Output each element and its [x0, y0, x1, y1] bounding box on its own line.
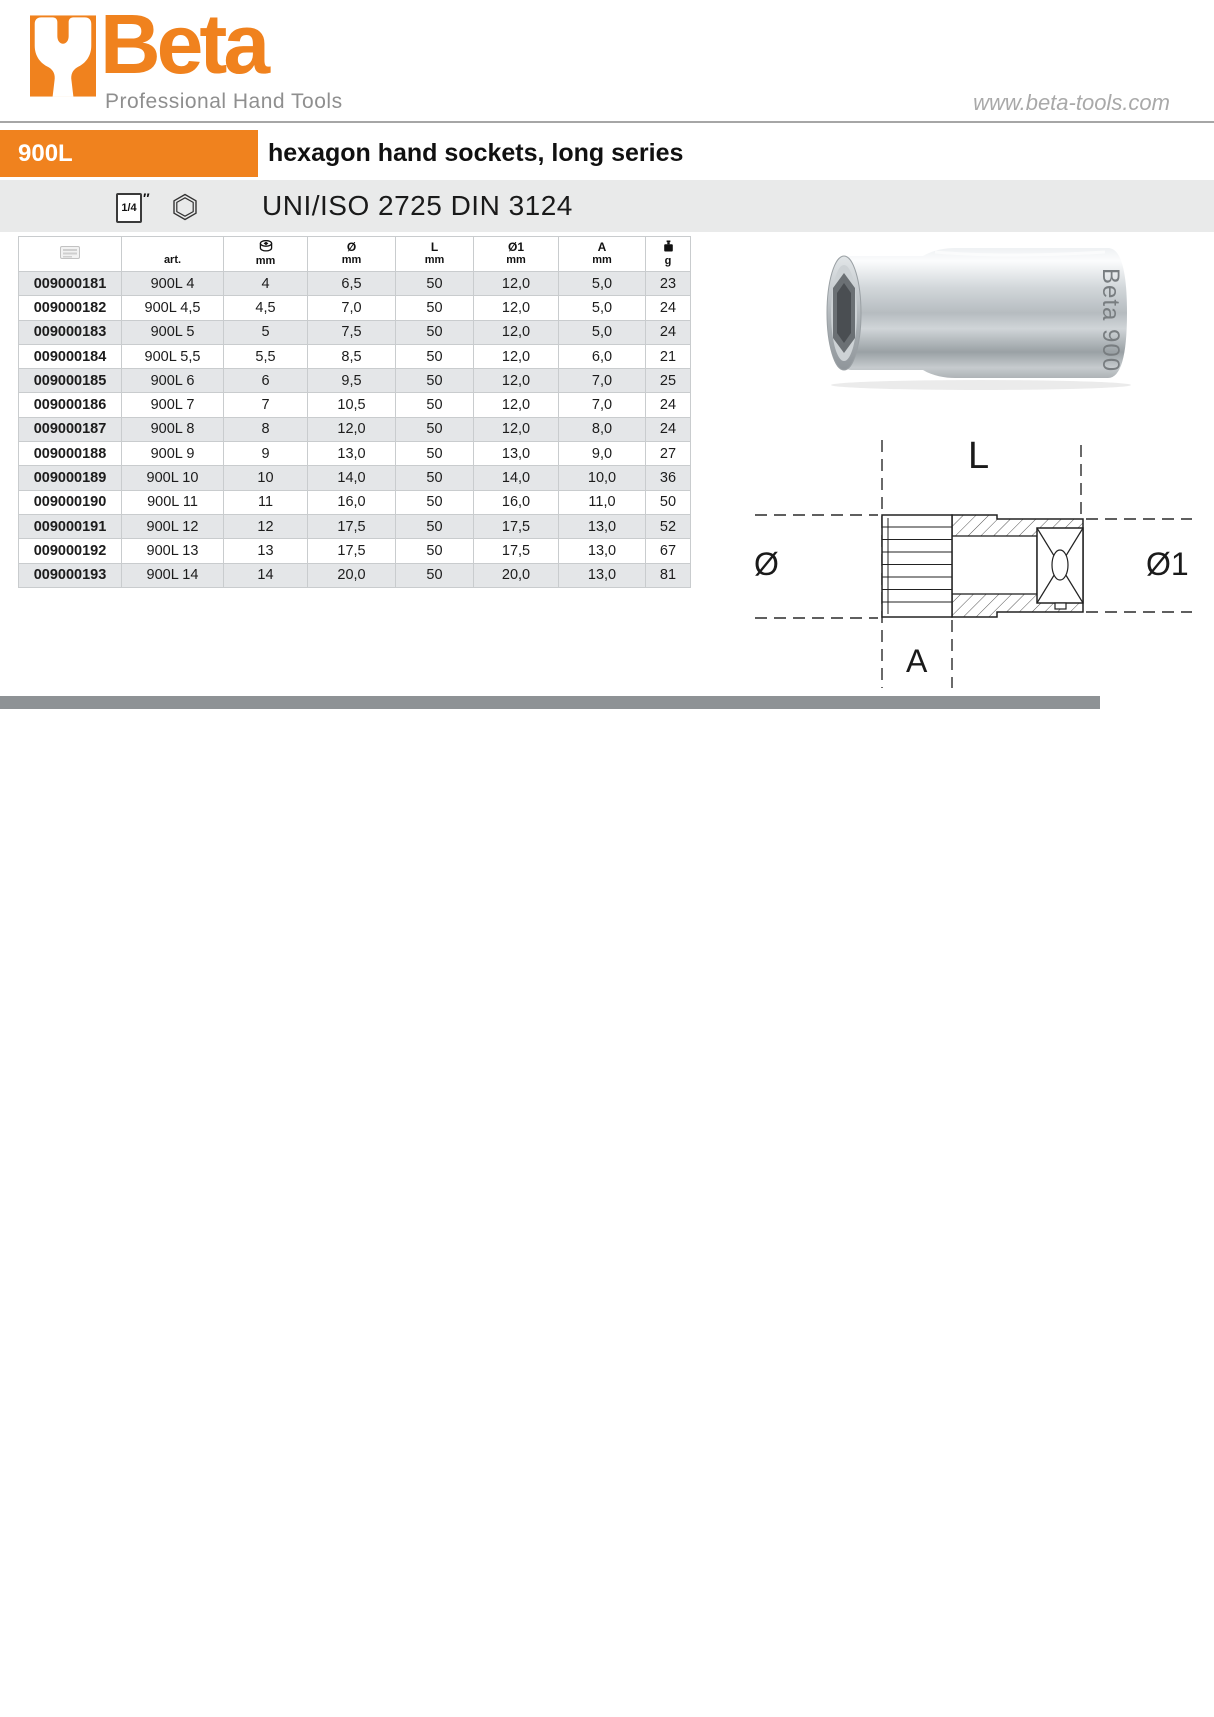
table-row: 009000192 900L 13 13 17,5 50 17,5 13,0 67 [19, 539, 691, 563]
dim-label-D1: Ø1 [1146, 546, 1189, 582]
column-diameter: Ø mm [308, 237, 396, 272]
dim-label-D: Ø [754, 546, 779, 582]
spec-table-header [19, 237, 691, 272]
drive-size-indicator [116, 190, 150, 223]
weight-icon [663, 240, 674, 252]
dim-label-A: A [906, 643, 928, 679]
column-hex-size: mm [224, 237, 308, 272]
spec-table [18, 236, 691, 588]
column-article: art. [122, 237, 224, 272]
inch-symbol: ″ [143, 190, 150, 206]
table-row: 009000185 900L 6 6 9,5 50 12,0 7,0 25 [19, 369, 691, 393]
square-drive [1037, 528, 1083, 609]
hexagon-socket-icon [172, 193, 198, 221]
table-body [19, 272, 691, 588]
socket-engraving: Beta 900 [1097, 268, 1124, 373]
table-row: 009000193 900L 14 14 20,0 50 20,0 13,0 81 [19, 563, 691, 587]
column-code [19, 237, 122, 272]
standard-reference: UNI/ISO 2725 DIN 3124 [262, 190, 573, 221]
website-link[interactable]: www.beta-tools.com [973, 90, 1170, 115]
header-divider [0, 121, 1214, 123]
column-depth-a: A mm [559, 237, 646, 272]
table-row: 009000189 900L 10 10 14,0 50 14,0 10,0 36 [19, 466, 691, 490]
product-title: hexagon hand sockets, long series [268, 139, 684, 167]
table-row: 009000184 900L 5,5 5,5 8,5 50 12,0 6,0 21 [19, 344, 691, 368]
socket-icon [259, 240, 273, 252]
product-code-band [0, 130, 258, 177]
brand-tagline: Professional Hand Tools [105, 90, 343, 113]
table-row: 009000190 900L 11 11 16,0 50 16,0 11,0 50 [19, 490, 691, 514]
table-row: 009000188 900L 9 9 13,0 50 13,0 9,0 27 [19, 442, 691, 466]
table-row: 009000187 900L 8 8 12,0 50 12,0 8,0 24 [19, 417, 691, 441]
table-row: 009000191 900L 12 12 17,5 50 17,5 13,0 52 [19, 514, 691, 538]
socket-product-photo [805, 242, 1135, 392]
barcode-icon [60, 246, 80, 259]
column-diameter1: Ø1 mm [474, 237, 559, 272]
quarter-inch-drive-icon: 1/4 [116, 193, 142, 223]
column-length: L mm [396, 237, 474, 272]
knurled-section [882, 515, 952, 617]
table-row: 009000182 900L 4,5 4,5 7,0 50 12,0 5,0 24 [19, 296, 691, 320]
table-row: 009000181 900L 4 4 6,5 50 12,0 5,0 23 [19, 272, 691, 296]
section-divider-bar [0, 696, 1100, 709]
photo-shadow [831, 380, 1131, 390]
technical-drawing [740, 420, 1200, 700]
table-row: 009000183 900L 5 5 7,5 50 12,0 5,0 24 [19, 320, 691, 344]
beta-logo-text: Beta [100, 0, 267, 91]
column-weight: g [646, 237, 691, 272]
dim-label-L: L [968, 435, 990, 477]
product-code: 900L [18, 140, 73, 167]
table-row: 009000186 900L 7 7 10,5 50 12,0 7,0 24 [19, 393, 691, 417]
beta-wrench-logo-icon [30, 14, 96, 98]
